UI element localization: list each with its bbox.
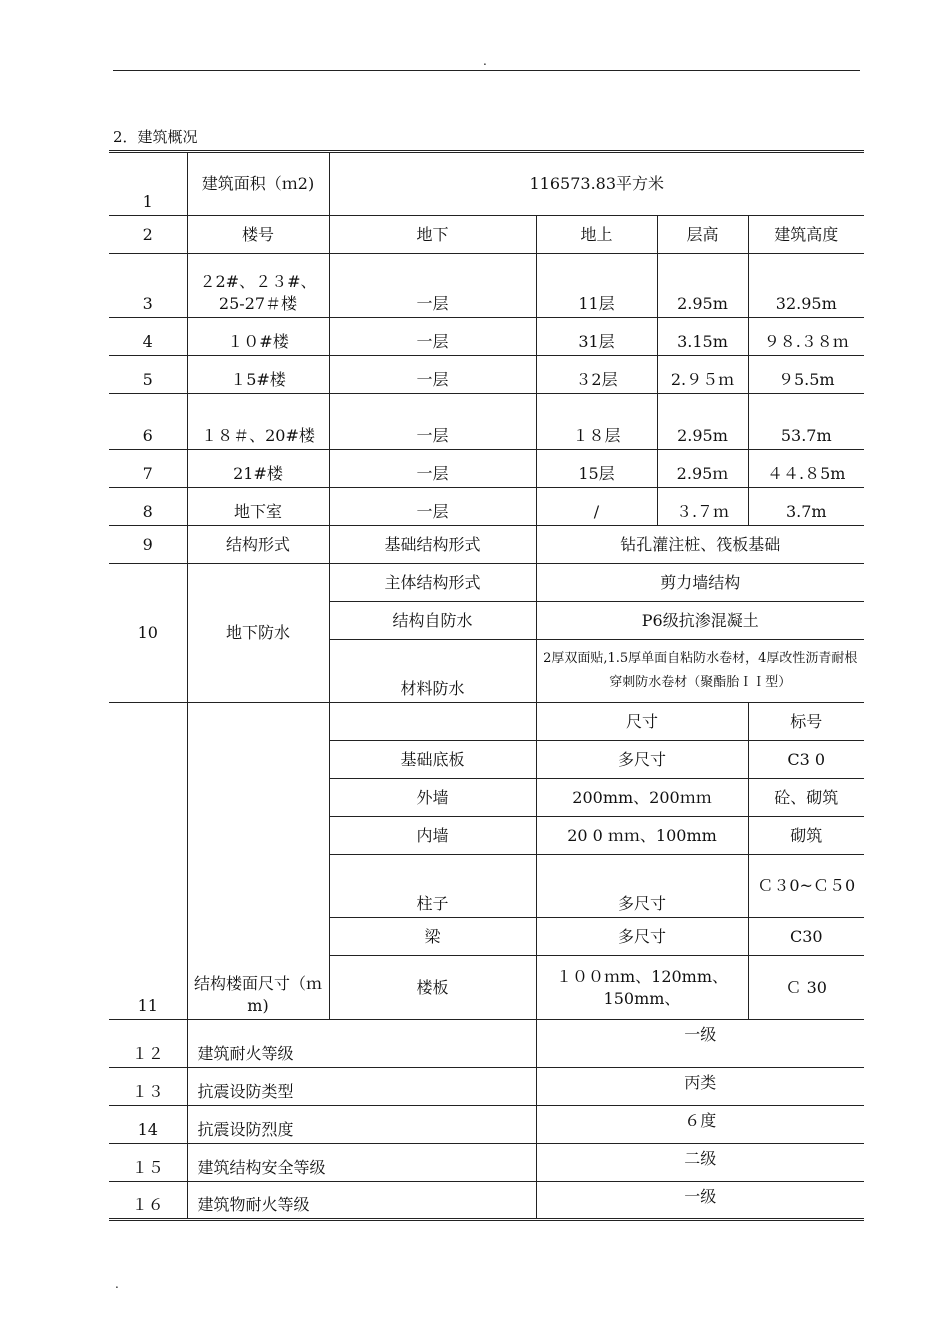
- cell-aboveground: 31层: [536, 318, 657, 356]
- table-row: [109, 152, 864, 216]
- cell-sub-label: 结构自防水: [329, 602, 536, 640]
- cell-sub-label: 楼板: [329, 956, 536, 1020]
- cell-sub-label: 主体结构形式: [329, 564, 536, 602]
- cell-underground: 一层: [329, 450, 536, 488]
- cell-label: 建筑面积（ｍ2): [187, 152, 329, 216]
- column-header: 楼号: [187, 216, 329, 254]
- cell-aboveground: 15层: [536, 450, 657, 488]
- cell-value: 钻孔灌注桩、筏板基础: [536, 526, 864, 564]
- cell-sub-label: 基础结构形式: [329, 526, 536, 564]
- table-row: [109, 394, 864, 450]
- cell-underground: 一层: [329, 254, 536, 318]
- cell-underground: 一层: [329, 356, 536, 394]
- cell-aboveground: 11层: [536, 254, 657, 318]
- cell-value: 剪力墙结构: [536, 564, 864, 602]
- row-number: 6: [109, 394, 187, 450]
- cell-grade: C30: [748, 918, 864, 956]
- table-row: [109, 216, 864, 254]
- cell-grade: Ｃ 30: [748, 956, 864, 1020]
- cell-label: 地下防水: [187, 564, 329, 703]
- cell-building-height: ４４.８5m: [748, 450, 864, 488]
- table-row: [109, 1068, 864, 1106]
- row-number: 9: [109, 526, 187, 564]
- cell-aboveground: １８层: [536, 394, 657, 450]
- table-row: [109, 564, 864, 602]
- cell-label: 结构楼面尺寸（ｍm): [187, 703, 329, 1020]
- cell-label: 建筑耐火等级: [187, 1020, 536, 1068]
- cell-label: 建筑结构安全等级: [187, 1144, 536, 1182]
- table-row: [109, 1144, 864, 1182]
- cell-building-height: ９８.３８ｍ: [748, 318, 864, 356]
- table-row: [109, 526, 864, 564]
- header-rule: [113, 70, 860, 71]
- cell-grade: 砌筑: [748, 817, 864, 855]
- cell-sub-label: 柱子: [329, 855, 536, 918]
- building-name: １８＃、20#楼: [187, 394, 329, 450]
- table-row: [109, 703, 864, 741]
- cell-size: 多尺寸: [536, 855, 748, 918]
- table-row: [109, 356, 864, 394]
- row-number: １５: [109, 1144, 187, 1182]
- cell-size: 多尺寸: [536, 741, 748, 779]
- cell-grade: C3 0: [748, 741, 864, 779]
- cell-sub-label: 基础底板: [329, 741, 536, 779]
- row-number: 2: [109, 216, 187, 254]
- cell-value: P6级抗渗混凝土: [536, 602, 864, 640]
- cell-underground: 一层: [329, 488, 536, 526]
- row-number: 11: [109, 703, 187, 1020]
- cell-building-height: 53.7m: [748, 394, 864, 450]
- column-header: 标号: [748, 703, 864, 741]
- section-title: 2．建筑概况: [113, 128, 198, 146]
- row-number: 10: [109, 564, 187, 703]
- row-number: 7: [109, 450, 187, 488]
- footer-dot: .: [115, 1277, 119, 1291]
- table-row: [109, 318, 864, 356]
- cell-building-height: 3.7m: [748, 488, 864, 526]
- cell-underground: 一层: [329, 318, 536, 356]
- cell-aboveground: ３2层: [536, 356, 657, 394]
- table-row: [109, 1020, 864, 1068]
- building-name: 地下室: [187, 488, 329, 526]
- table-row: [109, 488, 864, 526]
- row-number: 4: [109, 318, 187, 356]
- cell-aboveground: /: [536, 488, 657, 526]
- building-overview-table: [109, 150, 864, 1221]
- header-dot: .: [483, 54, 487, 68]
- row-number: 14: [109, 1106, 187, 1144]
- cell-grade: 砼、砌筑: [748, 779, 864, 817]
- row-number: １６: [109, 1182, 187, 1220]
- cell-floor-height: ３.７ｍ: [657, 488, 748, 526]
- column-header: 地下: [329, 216, 536, 254]
- cell-size: １００ｍm、120mm、150mm、: [536, 956, 748, 1020]
- cell-label: 建筑物耐火等级: [187, 1182, 536, 1220]
- cell-size: 多尺寸: [536, 918, 748, 956]
- cell-sub-label: 外墙: [329, 779, 536, 817]
- cell-value: 116573.83平方米: [329, 152, 864, 216]
- cell-value: 一级: [536, 1182, 864, 1220]
- cell-size: 200mm、200ｍｍ: [536, 779, 748, 817]
- cell-building-height: ９5.5m: [748, 356, 864, 394]
- column-header: 地上: [536, 216, 657, 254]
- row-number: 5: [109, 356, 187, 394]
- cell-value: 2厚双面贴,1.5厚单面自粘防水卷材，4厚改性沥青耐根穿刺防水卷材（聚酯胎ＩＩ型）: [536, 640, 864, 703]
- building-name: ２2#、２３#、25-27＃楼: [187, 254, 329, 318]
- row-number: １２: [109, 1020, 187, 1068]
- cell-size: 20 0 ｍｍ、100mm: [536, 817, 748, 855]
- table-row: [109, 450, 864, 488]
- table-row: [109, 1106, 864, 1144]
- cell-sub-label: [329, 703, 536, 741]
- cell-label: 抗震设防烈度: [187, 1106, 536, 1144]
- cell-sub-label: 材料防水: [329, 640, 536, 703]
- cell-sub-label: 内墙: [329, 817, 536, 855]
- cell-value: 丙类: [536, 1068, 864, 1106]
- cell-floor-height: 2.95m: [657, 394, 748, 450]
- cell-floor-height: 3.15m: [657, 318, 748, 356]
- table-row: [109, 254, 864, 318]
- cell-label: 结构形式: [187, 526, 329, 564]
- cell-underground: 一层: [329, 394, 536, 450]
- row-number: 3: [109, 254, 187, 318]
- cell-value: ６度: [536, 1106, 864, 1144]
- row-number: 8: [109, 488, 187, 526]
- cell-label: 抗震设防类型: [187, 1068, 536, 1106]
- column-header: 尺寸: [536, 703, 748, 741]
- cell-floor-height: 2.95ｍ: [657, 450, 748, 488]
- row-number: 1: [109, 152, 187, 216]
- table-row: [109, 1182, 864, 1220]
- cell-building-height: 32.95m: [748, 254, 864, 318]
- cell-value: 二级: [536, 1144, 864, 1182]
- cell-floor-height: 2.９５ｍ: [657, 356, 748, 394]
- row-number: １３: [109, 1068, 187, 1106]
- building-name: １０#楼: [187, 318, 329, 356]
- building-name: １5#楼: [187, 356, 329, 394]
- column-header: 层高: [657, 216, 748, 254]
- column-header: 建筑高度: [748, 216, 864, 254]
- cell-sub-label: 梁: [329, 918, 536, 956]
- cell-grade: Ｃ３0~Ｃ５0: [748, 855, 864, 918]
- building-name: 21#楼: [187, 450, 329, 488]
- cell-floor-height: 2.95m: [657, 254, 748, 318]
- cell-value: 一级: [536, 1020, 864, 1068]
